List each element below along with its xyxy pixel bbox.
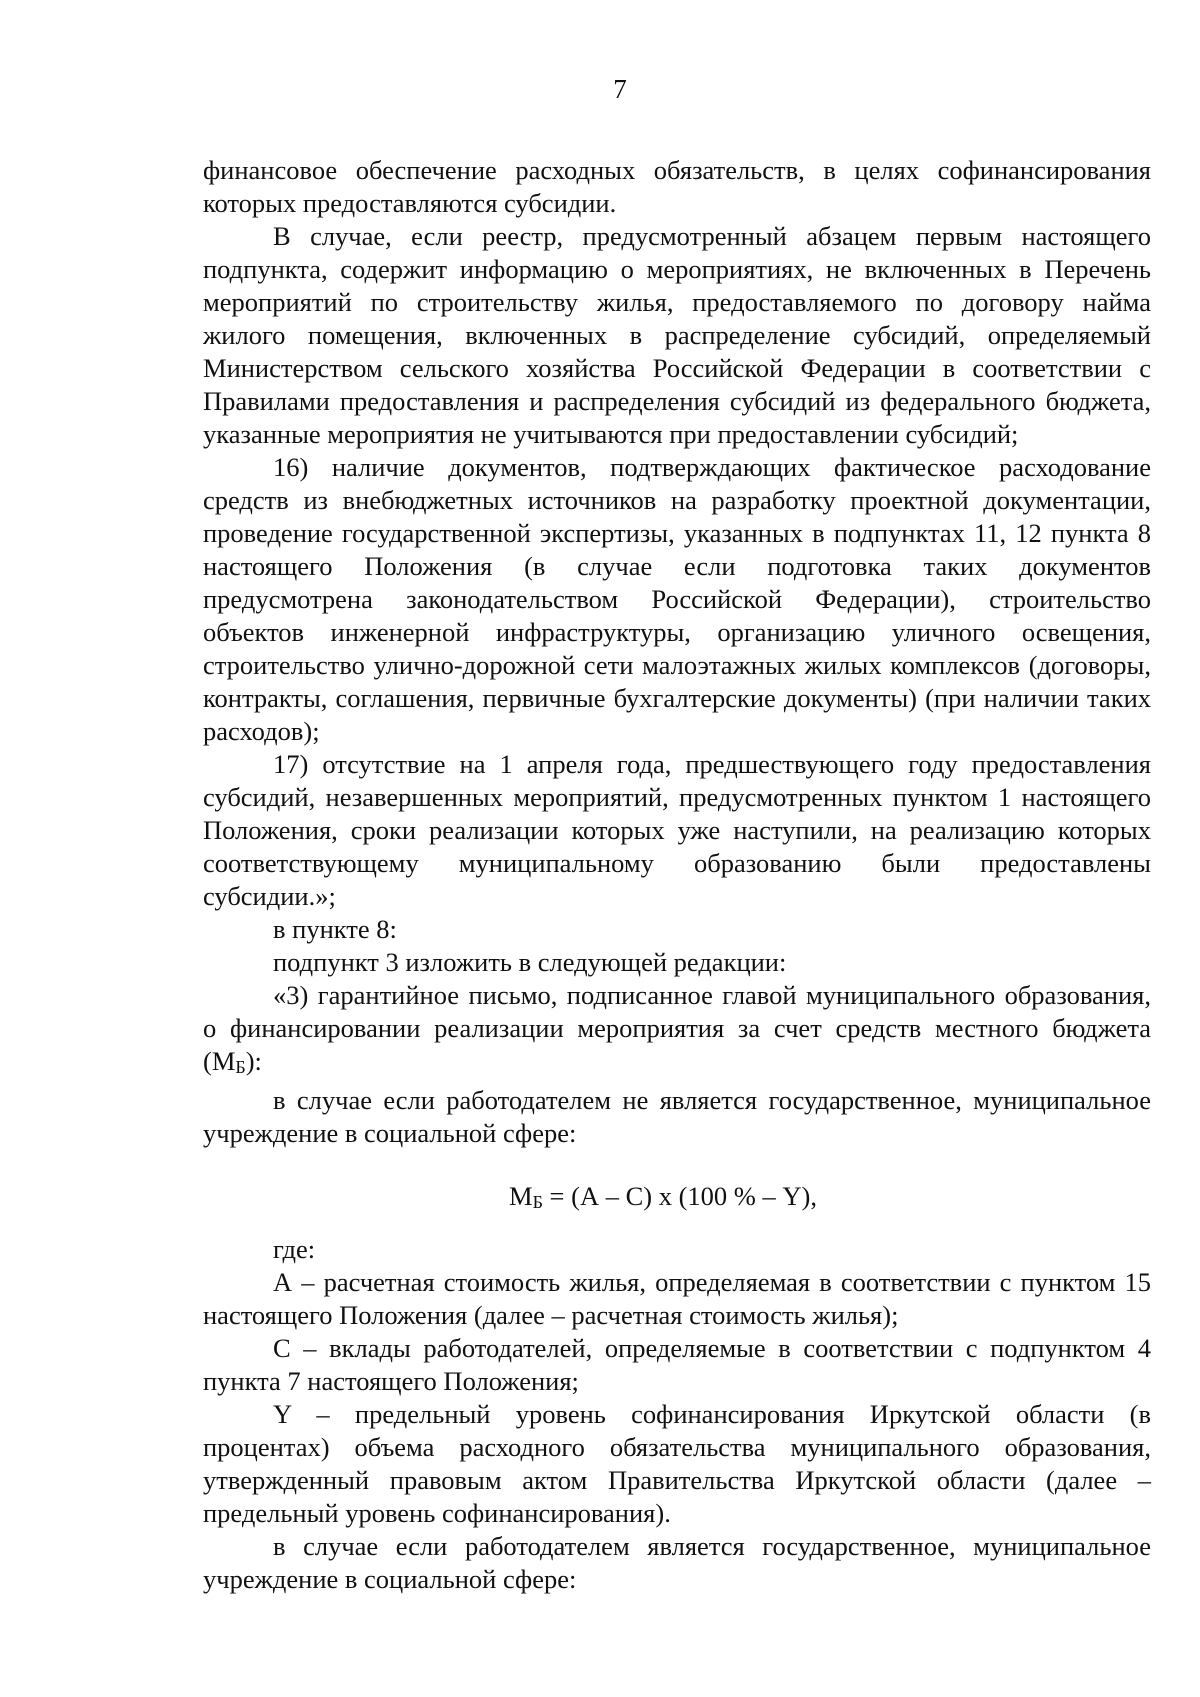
formula-lhs-subscript: Б [532, 1192, 543, 1212]
page-number: 7 [613, 74, 627, 104]
definition-y: Y – предельный уровень софинансирования Иркутской области (в процентах) объема расходного обязательства муниципального образования, утвержденный правовым актом Правительства Иркутской области (далее – предельный уровень софинансирования). [203, 1399, 1151, 1528]
paragraph-continuation: финансовое обеспечение расходных обязательств, в целях софинансирования которых предоставляются субсидии. [203, 155, 1151, 218]
paragraph-case-not-institution: в случае если работодателем не является государственное, муниципальное учреждение в социальной сфере: [203, 1085, 1151, 1148]
definition-where: где: [273, 1234, 316, 1264]
document-body [203, 154, 1151, 1596]
formula-rhs: = (А – С) х (100 % – Y), [542, 1181, 817, 1211]
guarantee-letter-text: «3) гарантийное письмо, подписанное главой муниципального образования, о финансировании реализации мероприятия за счет средств местного бюджета (М [203, 980, 1151, 1076]
paragraph-item-17: 17) отсутствие на 1 апреля года, предшествующего году предоставления субсидий, незавершенных мероприятий, предусмотренных пунктом 1 настоящего Положения, сроки реализации которых уже наступили, на реализацию которых соответствующему муниципальному образованию были предоставлены субсидии.»; [203, 749, 1151, 911]
paragraph-subpoint-3-intro: подпункт 3 изложить в следующей редакции: [273, 947, 787, 977]
formula-lhs: М [509, 1181, 533, 1211]
paragraph-case-institution: в случае если работодателем является государственное, муниципальное учреждение в социальной сфере: [203, 1531, 1151, 1594]
paragraph-item-16: 16) наличие документов, подтверждающих фактическое расходование средств из внебюджетных источников на разработку проектной документации, проведение государственной экспертизы, указанных в подпунктах 11, 12 пункта 8 настоящего Положения (в случае если подготовка таких документов предусмотрена законодательством Российской Федерации), строительство объектов инженерной инфраструктуры, организацию уличного освещения, строительство улично-дорожной сети малоэтажных жилых комплексов (договоры, контракты, соглашения, первичные бухгалтерские документы) (при наличии таких расходов); [203, 452, 1151, 746]
paragraph-registry-case: В случае, если реестр, предусмотренный абзацем первым настоящего подпункта, содержит информацию о мероприятиях, не включенных в Перечень мероприятий по строительству жилья, предоставляемого по договору найма жилого помещения, включенных в распределение субсидий, определяемый Министерством сельского хозяйства Российской Федерации в соответствии с Правилами предоставления и распределения субсидий из федерального бюджета, указанные мероприятия не учитываются при предоставлении субсидий; [203, 221, 1151, 449]
formula [203, 1180, 1151, 1219]
guarantee-letter-tail: ): [245, 1046, 262, 1076]
definition-c: С – вклады работодателей, определяемые в соответствии с подпунктом 4 пункта 7 настоящего Положения; [203, 1333, 1151, 1396]
definition-a: А – расчетная стоимость жилья, определяемая в соответствии с пунктом 15 настоящего Положения (далее – расчетная стоимость жилья); [203, 1267, 1151, 1330]
paragraph-point-8: в пункте 8: [273, 914, 397, 944]
guarantee-letter-subscript: Б [235, 1057, 246, 1077]
paragraph-guarantee-letter [203, 979, 1151, 1084]
